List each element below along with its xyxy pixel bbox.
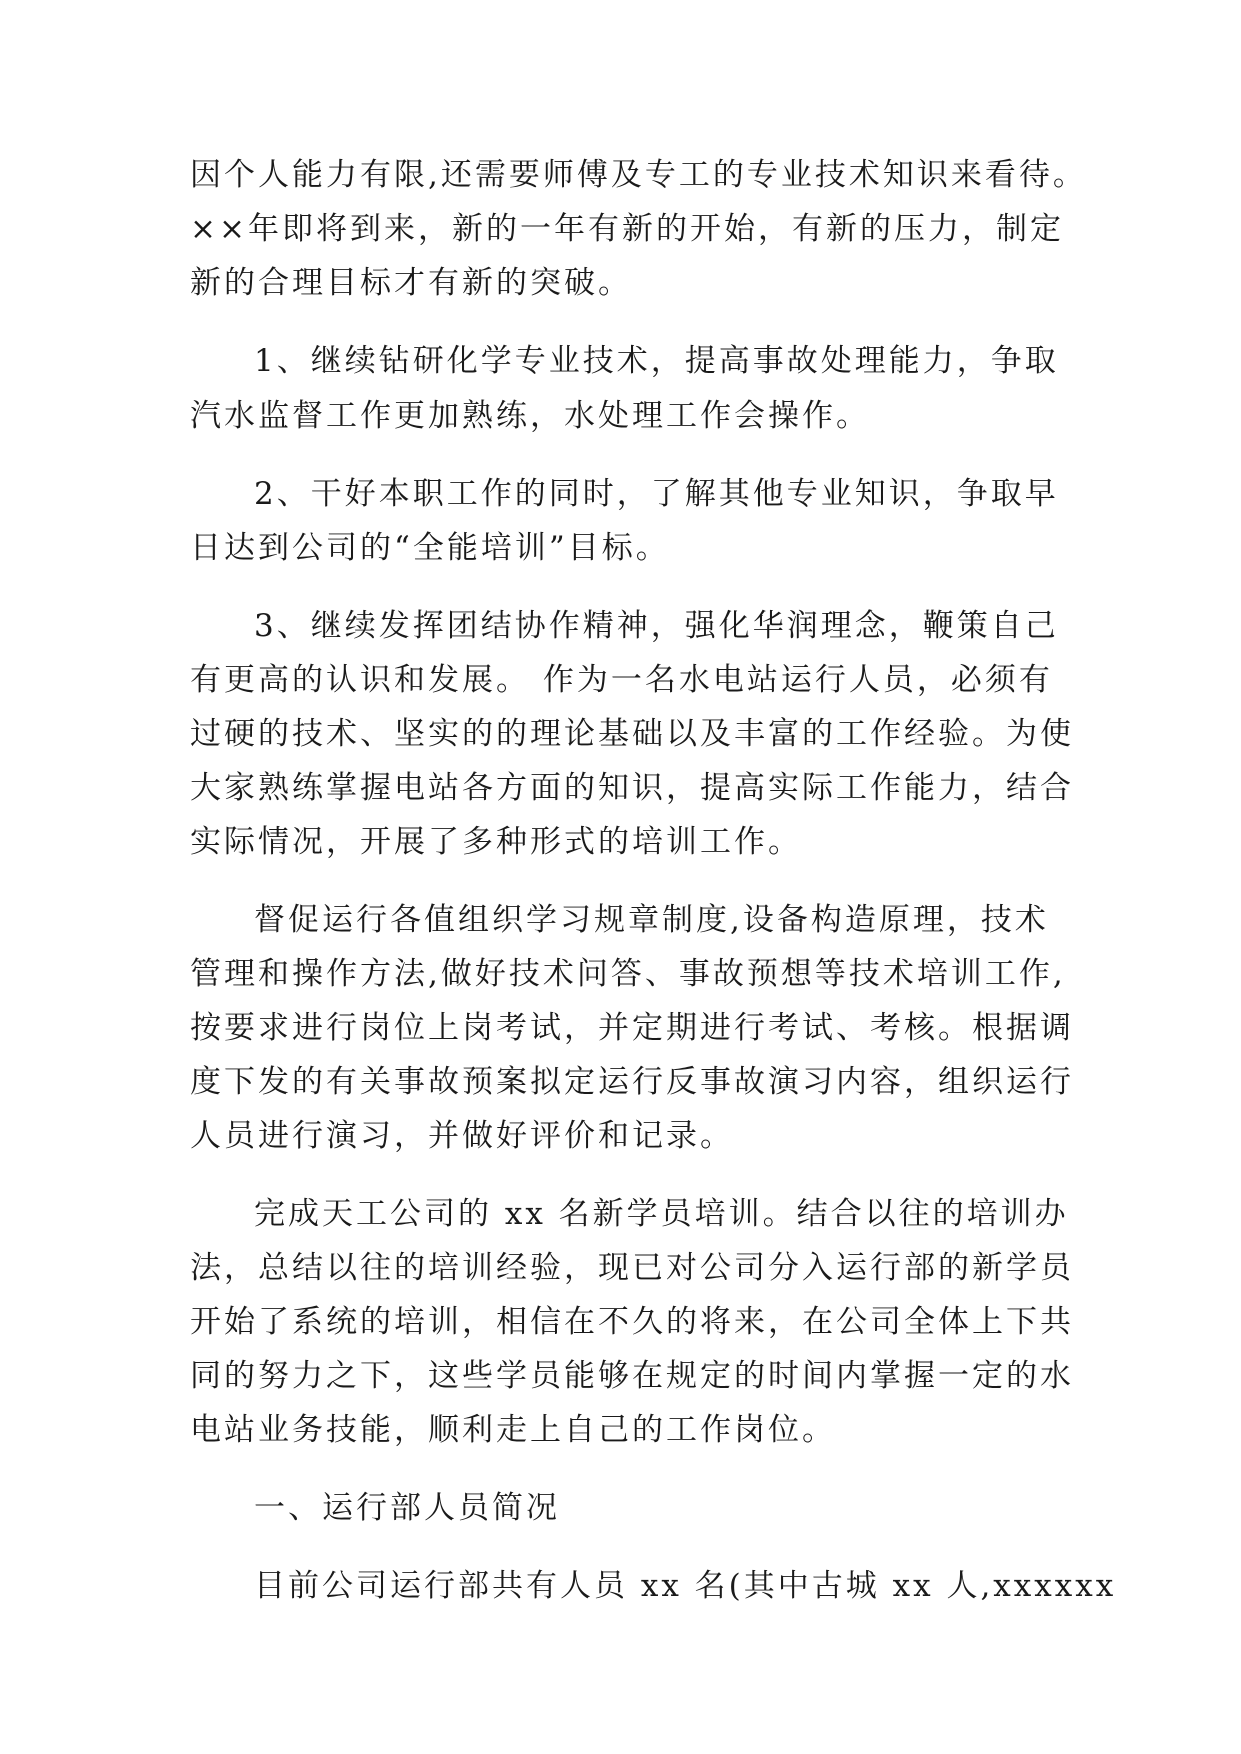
text-line: 因个人能力有限,还需要师傅及专工的专业技术知识来看待。 <box>190 157 1087 193</box>
text-line: 1、继续钻研化学专业技术，提高事故处理能力，争取 <box>254 343 1059 379</box>
text-line: ××年即将到来，新的一年有新的开始，有新的压力，制定 <box>190 211 1064 247</box>
text-line: 电站业务技能，顺利走上自己的工作岗位。 <box>190 1412 836 1448</box>
text-line: 大家熟练掌握电站各方面的知识，提高实际工作能力，结合 <box>190 770 1074 806</box>
text-line: 开始了系统的培训，相信在不久的将来，在公司全体上下共 <box>190 1304 1074 1340</box>
text-line: 目前公司运行部共有人员 xx 名(其中古城 xx 人,xxxxxx <box>254 1568 1117 1604</box>
text-line: 同的努力之下，这些学员能够在规定的时间内掌握一定的水 <box>190 1358 1074 1394</box>
text-line: 度下发的有关事故预案拟定运行反事故演习内容，组织运行 <box>190 1064 1074 1100</box>
text-line: 管理和操作方法,做好技术问答、事故预想等技术培训工作, <box>190 956 1066 992</box>
text-line: 完成天工公司的 xx 名新学员培训。结合以往的培训办 <box>254 1196 1069 1232</box>
text-line: 汽水监督工作更加熟练，水处理工作会操作。 <box>190 398 870 434</box>
text-line: 3、继续发挥团结协作精神，强化华润理念，鞭策自己 <box>254 608 1059 644</box>
text-line: 督促运行各值组织学习规章制度,设备构造原理，技术 <box>254 902 1049 938</box>
text-line: 有更高的认识和发展。 作为一名水电站运行人员，必须有 <box>190 662 1053 698</box>
text-line: 按要求进行岗位上岗考试，并定期进行考试、考核。根据调 <box>190 1010 1074 1046</box>
section-heading: 一、运行部人员简况 <box>254 1490 560 1526</box>
text-line: 过硬的技术、坚实的的理论基础以及丰富的工作经验。为使 <box>190 716 1074 752</box>
text-line: 人员进行演习，并做好评价和记录。 <box>190 1118 734 1154</box>
text-line: 实际情况，开展了多种形式的培训工作。 <box>190 824 802 860</box>
text-line: 2、干好本职工作的同时，了解其他专业知识，争取早 <box>254 476 1059 512</box>
text-line: 新的合理目标才有新的突破。 <box>190 265 632 301</box>
text-line: 日达到公司的“全能培训”目标。 <box>190 530 670 566</box>
text-line: 法，总结以往的培训经验，现已对公司分入运行部的新学员 <box>190 1250 1074 1286</box>
